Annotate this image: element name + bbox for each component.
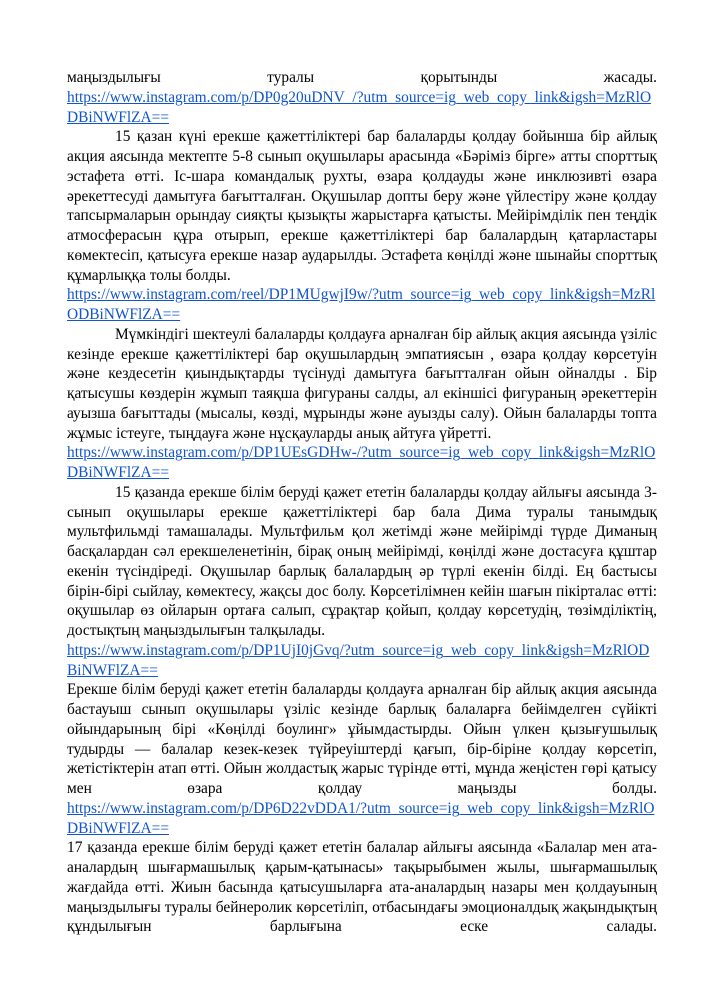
paragraph-parents-meeting: 17 қазанда ерекше білім беруді қажет ететін балалар айлығы аясында «Балалар мен ата-аналардың шығармашылық қарым-қатынасы» тақырыбымен жылы, шығармашылық жағдайда өтті. Жиын басында қатысушыларға ата-аналардың назары мен қолдауының маңыздылығы туралы бейнеролик көрсетіліп, отбасындағы эмоционалдық жақындықтың құндылығын барлығына еске салады. [67,839,657,936]
instagram-link-2[interactable]: https://www.instagram.com/reel/DP1MUgwjI9w/?utm_source=ig_web_copy_link&igsh=MzRlODBiNWFlZA== [67,286,656,323]
instagram-link-1[interactable]: https://www.instagram.com/p/DP0g20uDNV_/?utm_source=ig_web_copy_link&igsh=MzRlODBiNWFlZA== [67,88,652,126]
instagram-link-4[interactable]: https://www.instagram.com/p/DP1UjI0jGvq/?utm_source=ig_web_copy_link&igsh=MzRlODBiNWFlZA== [67,641,650,679]
paragraph-drawing-game: Мүмкіндігі шектеулі балаларды қолдауға арналған бір айлық акция аясында үзіліс кезінде ерекше қажеттіліктері бар оқушылардың эмпатиясын , өзара қолдау көрсетуін және кездесетін қиындықтарды түсінуді дамытуға бағытталған ойын ойналды . Бір қатысушы көздерін жұмып таяқша фигураны салды, ал екіншісі фигураның әрекеттерін ауызша бағыттады (мысалы, көзді, мұрынды және ауызды салу). Ойын балаларды топта жұмыс істеуге, тыңдауға және нұсқауларды анық айтуға үйретті. [67,325,657,442]
paragraph-cartoon: 15 қазанда ерекше білім беруді қажет ететін балаларды қолдау айлығы аясында 3-сынып оқушылары ерекше қажеттіліктері бар бала Дима туралы танымдық мультфильмді тамашалады. Мультфильм қол жетімді және мейірімді түрде Диманың басқалардан сәл ерекшеленетінін, бірақ оның мейірімді, көңілді және достасуға құштар екенін түсіндіреді. Оқушылар барлық балалардың әр түрлі екенін білді. Ең бастысы бірін-бірі сыйлау, көмектесу, жақсы дос болу. Көрсетілімнен кейін шағын пікірталас өтті: оқушылар өз ойларын ортаға салып, сұрақтар қойып, қолдау көрсетудің, төзімділіктің, достықтың маңыздылығын талқылады. [67,483,657,639]
document-page [67,68,657,937]
paragraph-intro-tail: маңыздылығы туралы қорытынды жасады. [67,69,657,86]
instagram-link-5[interactable]: https://www.instagram.com/p/DP6D22vDDA1/?utm_source=ig_web_copy_link&igsh=MzRlODBiNWFlZA== [67,799,655,837]
paragraph-bowling: Ерекше білім беруді қажет ететін балаларды қолдауға арналған бір айлық акция аясында бастауыш сынып оқушылары үзіліс кезінде барлық балаларға бейімделген сүйікті ойындарының бірі «Көңілді боулинг» ұйымдастырды. Ойын үлкен қызығушылық тудырды — балалар кезек-кезек түйреуіштерді қағып, бір-біріне қолдау көрсетіп, жетістіктерін атап өтті. Ойын жолдастық жарыс түрінде өтті, мұнда жеңістен гөрі қатысу мен өзара қолдау маңызды болды. [67,681,657,797]
instagram-link-3[interactable]: https://www.instagram.com/p/DP1UEsGDHw-/?utm_source=ig_web_copy_link&igsh=MzRlODBiNWFlZA== [67,444,656,481]
paragraph-relay: 15 қазан күні ерекше қажеттіліктері бар балаларды қолдау бойынша бір айлық акция аясында мектепте 5-8 сынып оқушылары арасында «Бәріміз бірге» атты спорттық эстафета өтті. Іс-шара командалық рухты, өзара қолдауды және инклюзивті өзара әрекеттесуді дамытуға бағытталған. Оқушылар допты беру және үйлестіру және қолдау тапсырмаларын орындау сияқты қызықты жарыстарға қатысты. Мейірімділік пен теңдік атмосферасын құра отырып, ерекше қажеттіліктері бар балалардың қатарластары көмектесіп, қатысуға ерекше назар аударылды. Эстафета көңілді және шынайы спорттық құмарлыққа толы болды. [67,128,657,284]
